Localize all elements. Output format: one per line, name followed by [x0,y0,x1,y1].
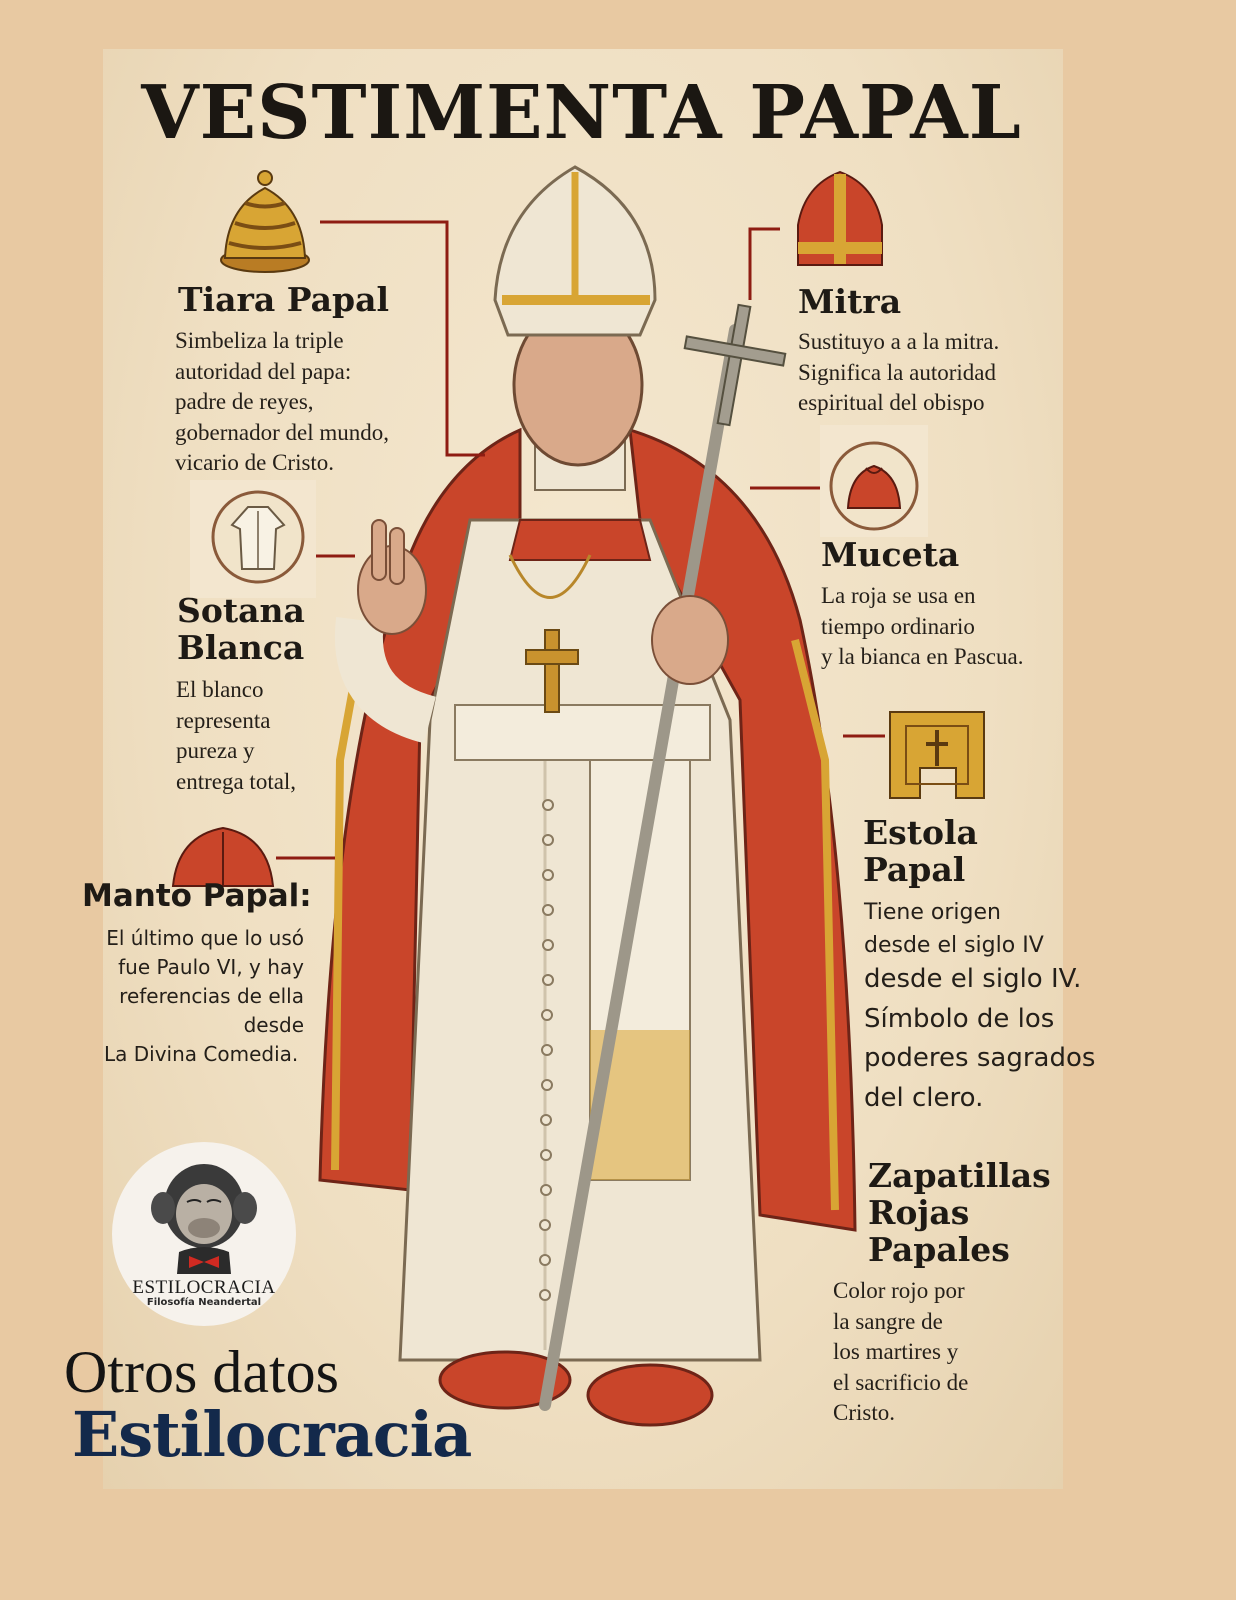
manto-description: El último que lo usó fue Paulo VI, y hay referencias de ella desde La Divina Comedia. [104,926,304,1066]
cassock-icon [210,489,306,585]
logo-subtitle: Filosofía Neandertal [146,1297,262,1308]
muceta-label: Muceta [821,535,960,574]
zapatillas-label: Zapatillas Rojas Papales [868,1156,1051,1269]
staff-hand [652,596,728,684]
footer-brand: Estilocracia [72,1398,472,1471]
mitra-label: Mitra [798,282,902,321]
tiara-icon [215,168,315,278]
tiara-label: Tiara Papal [178,280,390,319]
estola-description-large: desde el siglo IV. Símbolo de los poderes sagrados del clero. [864,964,1096,1113]
chimpanzee-bowtie-icon [149,1156,259,1274]
stole-icon [886,708,990,804]
footer-otros-datos: Otros datos [64,1339,339,1405]
page-title: VESTIMENTA PAPAL [141,70,1022,156]
zapatillas-description: Color rojo por la sangre de los martires y el sacrificio de Cristo. [833,1278,969,1425]
mozzetta-icon [826,438,922,534]
muceta-description: La roja se usa en tiempo ordinario y la bianca en Pascua. [821,583,1024,669]
mitre-icon [790,170,890,275]
tiara-description: Simbeliza la triple autoridad del papa: padre de reyes, gobernador del mundo, vicario de Cristo. [175,328,389,475]
mozzetta-band [510,520,650,560]
manto-label: Manto Papal: [82,878,312,914]
sotana-label: Sotana Blanca [177,591,305,667]
estola-description: Tiene origen desde el siglo IV [864,900,1044,958]
red-shoe-right [588,1365,712,1425]
estola-label: Estola Papal [863,813,978,889]
pectoral-cross [545,630,559,712]
logo-name: ESTILOCRACIA [132,1277,276,1298]
estilocracia-logo [112,1142,296,1326]
mitra-description: Sustituyo a a la mitra. Significa la autoridad espiritual del obispo [798,329,1000,415]
sotana-description: El blanco representa pureza y entrega total, [176,677,297,794]
